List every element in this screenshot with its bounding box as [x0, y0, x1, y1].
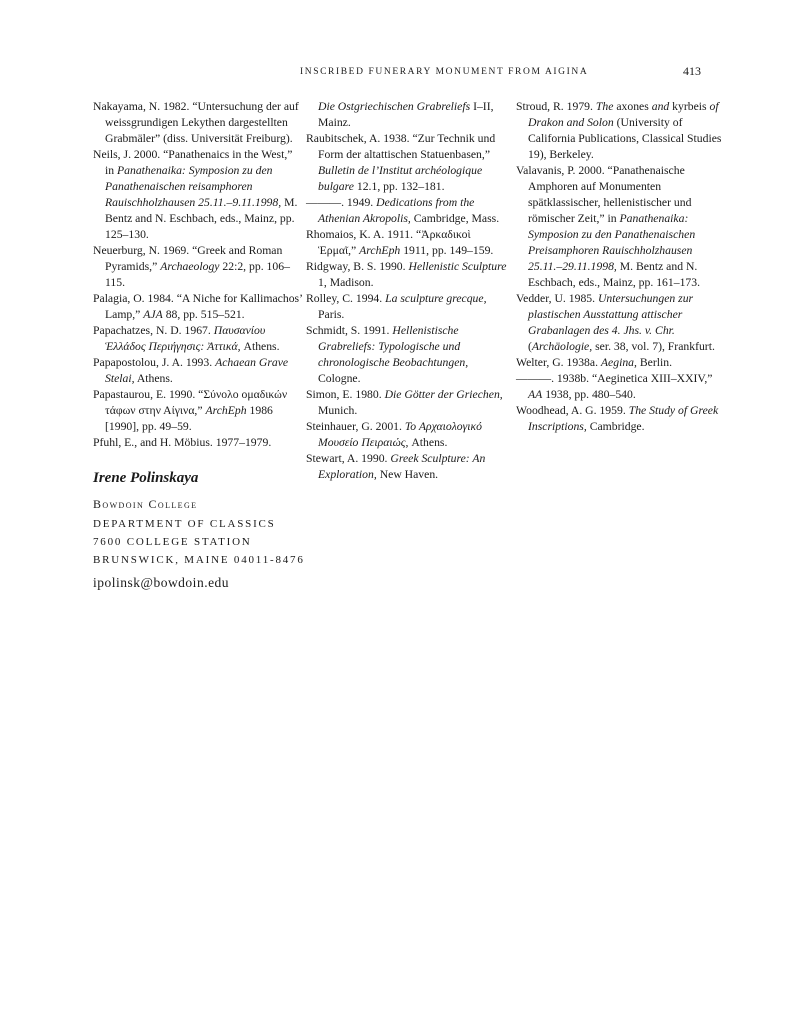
entry-text: Pfuhl, E., and H. Möbius. 1977–1979.: [93, 436, 272, 449]
entry-text: 88, pp. 515–521.: [162, 308, 245, 321]
entry-italic-text: Greek Sculpture: An Exploration,: [318, 452, 486, 481]
entry-text: 1986 [1990], pp. 49–59.: [105, 404, 273, 433]
bibliography-entry: [306, 195, 510, 227]
entry-text: Athens.: [240, 340, 280, 353]
entry-text: Valavanis, P. 2000. “Panathenaische Amphoren auf Monumenten spätklassischer, hellenistischer und römischer Zeit,” in: [516, 164, 692, 225]
entry-text: axones: [613, 100, 652, 113]
bibliography-entry: [516, 291, 728, 355]
entry-text: Raubitschek, A. 1938. “Zur Technik und Form der altattischen Statuenbasen,”: [306, 132, 496, 161]
bibliography-entry: [306, 259, 510, 291]
bibliography-entry: [516, 371, 728, 403]
entry-text: Woodhead, A. G. 1959.: [516, 404, 629, 417]
entry-text: Athens.: [408, 436, 448, 449]
entry-italic-text: of Drakon and Solon: [528, 100, 719, 129]
entry-text: 1911, pp. 149–159.: [400, 244, 494, 257]
entry-italic-text: and: [651, 100, 670, 113]
entry-italic-text: Hellenistic Sculpture: [408, 260, 507, 273]
entry-text: 1, Madison.: [318, 276, 374, 289]
bibliography-entry: [306, 227, 510, 259]
entry-italic-text: Bulletin de l’Institut archéologique bulgare: [318, 164, 483, 193]
entry-text: ser. 38, vol. 7), Frankfurt.: [592, 340, 715, 353]
entry-italic-text: Dedications from the Athenian Akropolis,: [318, 196, 475, 225]
bibliography-entry: [93, 147, 303, 243]
entry-text: 1938, pp. 480–540.: [542, 388, 636, 401]
entry-italic-text: The Study of Greek Inscriptions,: [528, 404, 719, 433]
bibliography-entry: [516, 163, 728, 291]
entry-italic-text: Το Αρχαιολογικό Μουσείο Πειραιώς,: [318, 420, 482, 449]
bibliography-entry: [306, 419, 510, 451]
entry-text: Stewart, A. 1990.: [306, 452, 391, 465]
entry-text: Rolley, C. 1994.: [306, 292, 386, 305]
entry-italic-text: Παυσανίου Ἑλλάδος Περιήγησις: Ἀττικά,: [105, 324, 266, 353]
page-number: 413: [683, 64, 701, 78]
entry-text: Palagia, O. 1984. “A Niche for Kallimachos’ Lamp,”: [93, 292, 303, 321]
entry-italic-text: Aegina,: [600, 356, 637, 369]
bibliography-entry: [306, 99, 510, 131]
entry-text: (University of California Publications, Classical Studies 19), Berkeley.: [528, 116, 722, 161]
entry-text: Vedder, U. 1985.: [516, 292, 598, 305]
entry-text: M. Bentz and N. Eschbach, eds., Mainz, pp. 161–173.: [528, 260, 701, 289]
entry-text: Simon, E. 1980.: [306, 388, 385, 401]
entry-italic-text: Achaean Grave Stelai,: [105, 356, 289, 385]
bibliography-entry: [93, 243, 303, 291]
entry-text: 22:2, pp. 106–115.: [105, 260, 290, 289]
author-address: 7600 COLLEGE STATION: [93, 536, 252, 548]
entry-italic-text: Panathenaika: Symposion zu den Panathenaischen reisamphoren Rauischholzhausen 25.11.–9.11.1998,: [105, 164, 282, 209]
entry-italic-text: La sculpture grecque,: [385, 292, 487, 305]
entry-text: Steinhauer, G. 2001.: [306, 420, 405, 433]
bibliography-entry: [306, 291, 510, 323]
bibliography-column-3: [516, 99, 728, 435]
bibliography-entry: [93, 435, 303, 451]
entry-italic-text: The: [595, 100, 614, 113]
entry-italic-text: Panathenaika: Symposion zu den Panathenaischen Preisamphoren Rauischholzhausen 25.11.–29.11.1998,: [528, 212, 696, 273]
author-city: BRUNSWICK, MAINE 04011-8476: [93, 554, 305, 566]
bibliography-column-2: [306, 99, 510, 483]
entry-italic-text: Archäologie,: [531, 340, 593, 353]
entry-text: Cambridge.: [586, 420, 645, 433]
bibliography-entry: [306, 323, 510, 387]
entry-text: Nakayama, N. 1982. “Untersuchung der auf weissgrundigen Lekythen dargestellten Grabmäler” (diss. Universität Freiburg).: [93, 100, 299, 145]
entry-italic-text: ArchEph: [205, 404, 247, 417]
entry-text: 12.1, pp. 132–181.: [353, 180, 445, 193]
bibliography-entry: [93, 323, 303, 355]
entry-text: M. Bentz and N. Eschbach, eds., Mainz, pp. 125–130.: [105, 196, 298, 241]
entry-text: Neils, J. 2000. “Panathenaics in the West,” in: [93, 148, 293, 177]
entry-italic-text: AA: [528, 388, 543, 401]
author-department: DEPARTMENT OF CLASSICS: [93, 518, 276, 530]
bibliography-entry: [306, 451, 510, 483]
entry-text: (: [528, 340, 532, 353]
author-signature: [93, 470, 305, 591]
entry-italic-text: ArchEph: [359, 244, 401, 257]
entry-text: Papapostolou, J. A. 1993.: [93, 356, 216, 369]
bibliography-entry: [306, 131, 510, 195]
entry-italic-text: Hellenistische Grabreliefs: Typologische und chronologische Beobachtungen,: [318, 324, 469, 369]
entry-text: Paris.: [318, 308, 345, 321]
bibliography-entry: [516, 403, 728, 435]
bibliography-entry: [93, 355, 303, 387]
entry-text: New Haven.: [376, 468, 439, 481]
entry-text: Cambridge, Mass.: [410, 212, 500, 225]
author-name: Irene Polinskaya: [93, 470, 199, 486]
bibliography-entry: [306, 387, 510, 419]
entry-text: Ridgway, B. S. 1990.: [306, 260, 409, 273]
entry-italic-text: Archaeology: [160, 260, 220, 273]
entry-italic-text: Die Götter der Griechen,: [384, 388, 503, 401]
entry-text: I–II, Mainz.: [318, 100, 494, 129]
entry-italic-text: Untersuchungen zur plastischen Ausstattung attischer Grabanlagen des 4. Jhs. v. Chr.: [528, 292, 694, 337]
running-head: INSCRIBED FUNERARY MONUMENT FROM AIGINA: [300, 67, 589, 77]
entry-text: kyrbeis: [669, 100, 710, 113]
bibliography-entry: [93, 99, 303, 147]
entry-text: Papastaurou, E. 1990. “Σύνολο ομαδικών τάφων στην Αίγινα,”: [93, 388, 288, 417]
entry-text: Berlin.: [636, 356, 673, 369]
bibliography-entry: [93, 291, 303, 323]
author-college: Bowdoin College: [93, 497, 198, 511]
entry-text: Cologne.: [318, 372, 361, 385]
author-email: ipolinsk@bowdoin.edu: [93, 575, 230, 590]
entry-italic-text: AJA: [143, 308, 163, 321]
bibliography-entry: [516, 355, 728, 371]
entry-text: Stroud, R. 1979.: [516, 100, 596, 113]
entry-italic-text: Die Ostgriechischen Grabreliefs: [318, 100, 471, 113]
entry-text: Munich.: [318, 404, 358, 417]
entry-text: Welter, G. 1938a.: [516, 356, 601, 369]
entry-text: ———. 1938b. “Aeginetica XIII–XXIV,”: [516, 372, 713, 385]
entry-text: ———. 1949.: [306, 196, 377, 209]
entry-text: Athens.: [134, 372, 173, 385]
entry-text: Papachatzes, N. D. 1967.: [93, 324, 214, 337]
bibliography-column-1: [93, 99, 303, 451]
entry-text: Schmidt, S. 1991.: [306, 324, 393, 337]
entry-text: Neuerburg, N. 1969. “Greek and Roman Pyramids,”: [93, 244, 283, 273]
bibliography-entry: [516, 99, 728, 163]
bibliography-entry: [93, 387, 303, 435]
entry-text: Rhomaios, K. A. 1911. “Ἀρκαδικοὶ Ἑρμαῖ,”: [306, 228, 471, 257]
